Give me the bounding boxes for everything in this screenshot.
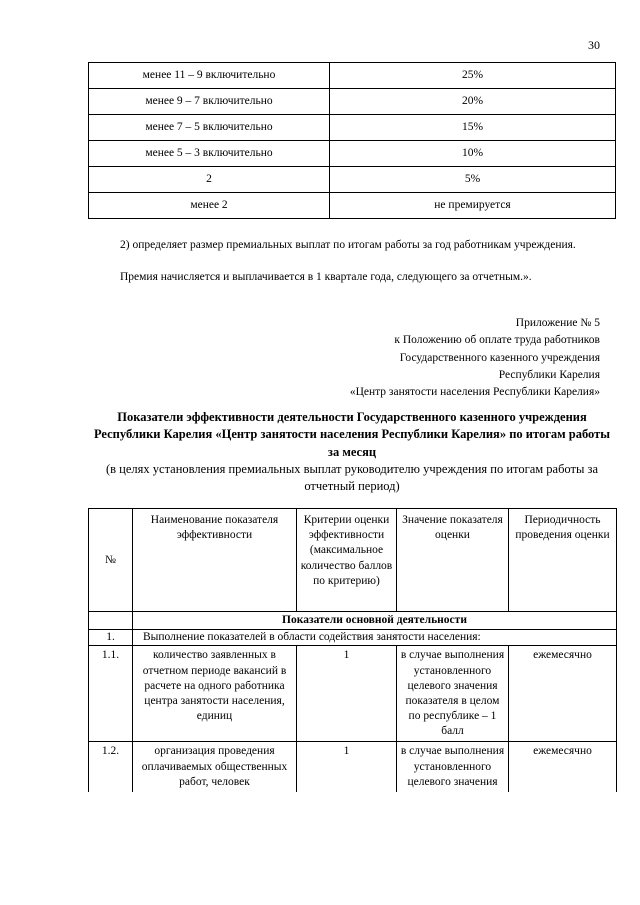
indicators-table	[88, 508, 617, 792]
bonus-cell: 25%	[330, 63, 616, 89]
range-cell: менее 7 – 5 включительно	[89, 115, 330, 141]
header-period: Периодичность проведения оценки	[509, 509, 617, 612]
group-num: 1.	[89, 630, 133, 646]
row-name: количество заявленных в отчетном периоде вакансий в расчете на одного работника центра занятости населения, единиц	[133, 646, 297, 742]
bonus-cell: не премируется	[330, 193, 616, 219]
header-name: Наименование показателя эффективности	[133, 509, 297, 612]
group-row	[89, 630, 617, 646]
bonus-cell: 20%	[330, 89, 616, 115]
range-cell: менее 11 – 9 включительно	[89, 63, 330, 89]
title-heading: Показатели эффективности деятельности Государственного казенного учреждения Республики Карелия «Центр занятости населения Республики Карелия» по итогам работы за месяц	[93, 410, 611, 459]
appendix-line: к Положению об оплате труда работников	[394, 334, 600, 347]
page-number: 30	[588, 38, 600, 52]
range-cell: менее 2	[89, 193, 330, 219]
row-period: ежемесячно	[509, 646, 617, 742]
table-row	[89, 193, 616, 219]
row-criteria: 1	[297, 742, 397, 792]
table-row	[89, 89, 616, 115]
group-title: Выполнение показателей в области содействия занятости населения:	[133, 630, 617, 646]
table-row	[89, 742, 617, 792]
header-num: №	[89, 509, 133, 612]
appendix-line: Приложение № 5	[515, 317, 600, 329]
row-name: организация проведения оплачиваемых общественных работ, человек	[133, 742, 297, 792]
row-num: 1.1.	[89, 646, 133, 742]
row-value: в случае выполнения установленного целевого значения	[397, 742, 509, 792]
appendix-line: Республики Карелия	[498, 368, 600, 381]
table-header-row	[89, 509, 617, 612]
table-row	[89, 646, 617, 742]
row-period: ежемесячно	[509, 742, 617, 792]
row-criteria: 1	[297, 646, 397, 742]
table-row	[89, 63, 616, 89]
paragraph-bonus-size: 2) определяет размер премиальных выплат по итогам работы за год работникам учреждения.	[120, 239, 576, 251]
row-num: 1.2.	[89, 742, 133, 792]
title-subtitle: (в целях установления премиальных выплат руководителю учреждения по итогам работы за отчетный период)	[105, 461, 598, 493]
bonus-cell: 5%	[330, 167, 616, 193]
section-title: Показатели основной деятельности	[133, 612, 617, 630]
bonus-grade-table	[88, 62, 616, 219]
bonus-cell: 15%	[330, 115, 616, 141]
range-cell: 2	[89, 167, 330, 193]
table-row	[89, 141, 616, 167]
range-cell: менее 5 – 3 включительно	[89, 141, 330, 167]
bonus-cell: 10%	[330, 141, 616, 167]
section-num-cell	[89, 612, 133, 630]
table-row	[89, 115, 616, 141]
section-row	[89, 612, 617, 630]
header-value: Значение показателя оценки	[397, 509, 509, 612]
range-cell: менее 9 – 7 включительно	[89, 89, 330, 115]
appendix-header	[280, 315, 600, 401]
document-title	[88, 409, 616, 495]
header-criteria: Критерии оценки эффективности (максимальное количество баллов по критерию)	[297, 509, 397, 612]
appendix-line: «Центр занятости населения Республики Карелия»	[349, 386, 600, 398]
paragraph-bonus-payment: Премия начисляется и выплачивается в 1 квартале года, следующего за отчетным.».	[120, 271, 532, 283]
appendix-line: Государственного казенного учреждения	[399, 351, 600, 364]
table-row	[89, 167, 616, 193]
row-value: в случае выполнения установленного целевого значения показателя в целом по республике – 1 балл	[397, 646, 509, 742]
